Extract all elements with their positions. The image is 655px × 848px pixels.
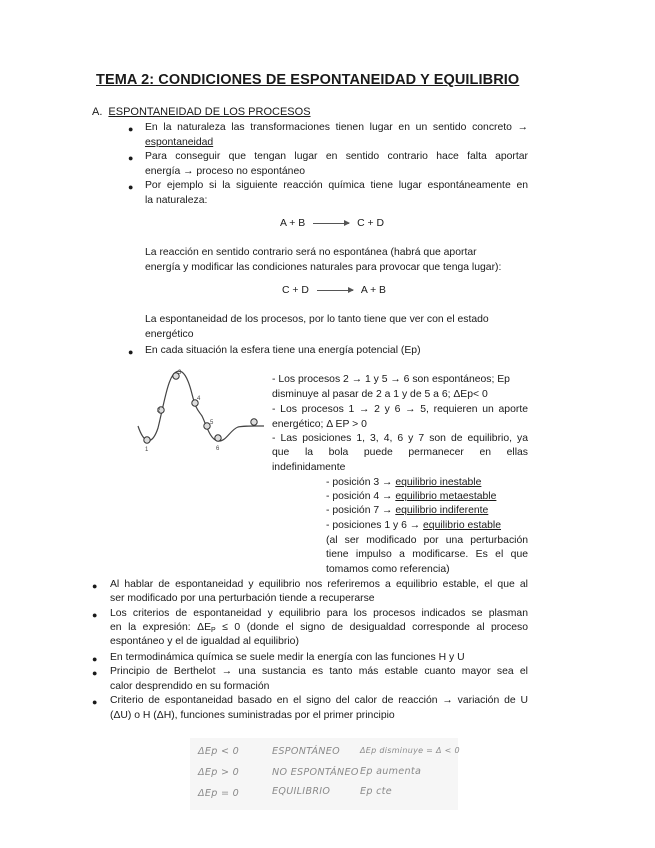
bullet-c4-line-2: calor desprendido en su formación [110,681,270,692]
reaction-arrow-icon [317,290,353,291]
bullet-c4-line-1: Principio de Berthelot → una sustancia es tanto más estable cuanto mayor sea el [110,666,528,677]
expression-prefix: en la expresión: ΔE [110,622,211,633]
bullet-3-para-1: La reacción en sentido contrario será no espontánea (habrá que aportar [145,247,477,258]
diagram-label: 3 [178,370,182,376]
note-1a: - Los procesos 2 → 1 y 5 → 6 son espontáneos; Ep [272,374,510,385]
hand-r1c2: ESPONTÁNEO [272,746,340,757]
section-a-heading [92,106,311,118]
handwritten-table [190,738,458,810]
reaction-arrow-icon [313,223,349,224]
hand-r3c3: Ep cte [360,786,392,797]
bullet-marker: ● [92,697,98,707]
position-16-term: equilibrio estable [423,520,502,531]
hand-r2c3: Ep aumenta [360,766,422,777]
bullet-3-line-2: la naturaleza: [145,195,208,206]
hand-r1c1: ΔEp < 0 [198,746,240,757]
position-16-line-b: (al ser modificado por una perturbación [326,535,528,546]
note-3a: - Las posiciones 1, 3, 4, 6 y 7 son de equilibrio, ya [272,433,528,444]
bullet-c5-line-1: Criterio de espontaneidad basado en el signo del calor de reacción → variación de U [110,695,528,706]
position-16-line-d: tomamos como referencia) [326,564,450,575]
section-title: ESPONTANEIDAD DE LOS PROCESOS [108,106,311,118]
position-16-prefix: - posiciones 1 y 6 → [326,520,424,531]
bullet-3-para-3: La espontaneidad de los procesos, por lo tanto tiene que ver con el estado [145,314,489,325]
reaction-reverse [282,285,386,296]
bullet-c3-line-1: En termodinámica química se suele medir la energía con las funciones H y U [110,652,465,663]
ball-position-1 [144,437,150,443]
bullet-3-para-4: energético [145,329,194,340]
products: C + D [357,218,384,229]
expression-suffix: ≤ 0 (donde el signo de desigualdad corresponde al proceso [215,622,528,633]
position-7-term: equilibrio indiferente [395,505,489,516]
position-4-term: equilibrio metaestable [395,491,497,502]
position-7-note [326,504,488,519]
note-3c: indefinidamente [272,462,346,473]
reaction-forward [280,218,384,229]
diagram-label: 6 [216,446,220,452]
bullet-c2-line-1: Los criterios de espontaneidad y equilibrio para los procesos indicados se plasman [110,608,528,619]
diagram-label: 5 [210,420,214,426]
bullet-marker: ● [128,124,134,134]
note-1b: disminuye al pasar de 2 a 1 y de 5 a 6; ΔEp< 0 [272,389,488,400]
hand-r1c3: ΔEp disminuye = Δ < 0 [360,746,460,755]
bullet-2-line-1: Para conseguir que tengan lugar en sentido contrario hace falta aportar [145,151,528,162]
hand-r2c1: ΔEp > 0 [198,767,240,778]
bullet-marker: ● [128,182,134,192]
note-2b: energético; Δ EP > 0 [272,419,367,430]
bullet-marker: ● [92,668,98,678]
section-letter: A. [92,106,103,118]
subscript-p: P [211,627,216,634]
position-4-prefix: - posición 4 → [326,491,396,502]
bullet-c2-line-3: espontáneo y el de igualdad al equilibrio) [110,636,299,647]
bullet-marker: ● [128,347,134,357]
bullet-3-para-2: energía y modificar las condiciones naturales para provocar que tenga lugar): [145,262,502,273]
reactants: A + B [280,218,306,229]
note-2a: - Los procesos 1 → 2 y 6 → 5, requieren un aporte [272,404,528,415]
bullet-c1-line-2: ser modificado por una perturbación tiende a recuperarse [110,593,375,604]
diagram-label: 1 [145,447,149,453]
bullet-marker: ● [92,654,98,664]
position-3-term: equilibrio inestable [395,477,482,488]
diagram-label: 4 [197,396,201,402]
position-16-note [326,519,501,534]
position-3-prefix: - posición 3 → [326,477,396,488]
bullet-marker: ● [128,153,134,163]
hand-r3c1: ΔEp = 0 [198,788,240,799]
note-3b: que la bola puede permanecer en ellas [272,447,528,458]
bullet-c1-line-1: Al hablar de espontaneidad y equilibrio nos referiremos a equilibrio estable, el que al [110,579,528,590]
bullet-1-line-2 [145,136,213,151]
bullet-4-line-1: En cada situación la esfera tiene una energía potencial (Ep) [145,345,421,356]
term-espontaneidad: espontaneidad [145,137,214,148]
position-4-note [326,490,496,505]
bullet-marker: ● [92,581,98,591]
energy-curve [138,371,264,441]
bullet-c5-line-2: (ΔU) o H (ΔH), funciones suministradas por el primer principio [110,710,395,721]
bullet-3-line-1: Por ejemplo si la siguiente reacción química tiene lugar espontáneamente en [145,180,528,191]
diagram-label: 2 [157,408,161,414]
ball-position-7 [251,419,257,425]
hand-r2c2: NO ESPONTÁNEO [272,767,359,778]
hand-r3c2: EQUILIBRIO [272,786,331,797]
bullet-2-line-2: energía → proceso no espontáneo [145,166,306,177]
ball-position-6 [215,435,221,441]
bullet-marker: ● [92,610,98,620]
position-3-note [326,476,481,491]
bullet-1-line-1: En la naturaleza las transformaciones tienen lugar en un sentido concreto → [145,122,528,133]
page-title: TEMA 2: CONDICIONES DE ESPONTANEIDAD Y EQUILIBRIO [96,72,520,88]
products: A + B [360,285,386,296]
potential-energy-diagram [136,364,266,454]
position-16-line-c: tiene impulso a modificarse. Es el que [326,549,528,560]
reactants: C + D [282,285,309,296]
position-7-prefix: - posición 7 → [326,505,396,516]
